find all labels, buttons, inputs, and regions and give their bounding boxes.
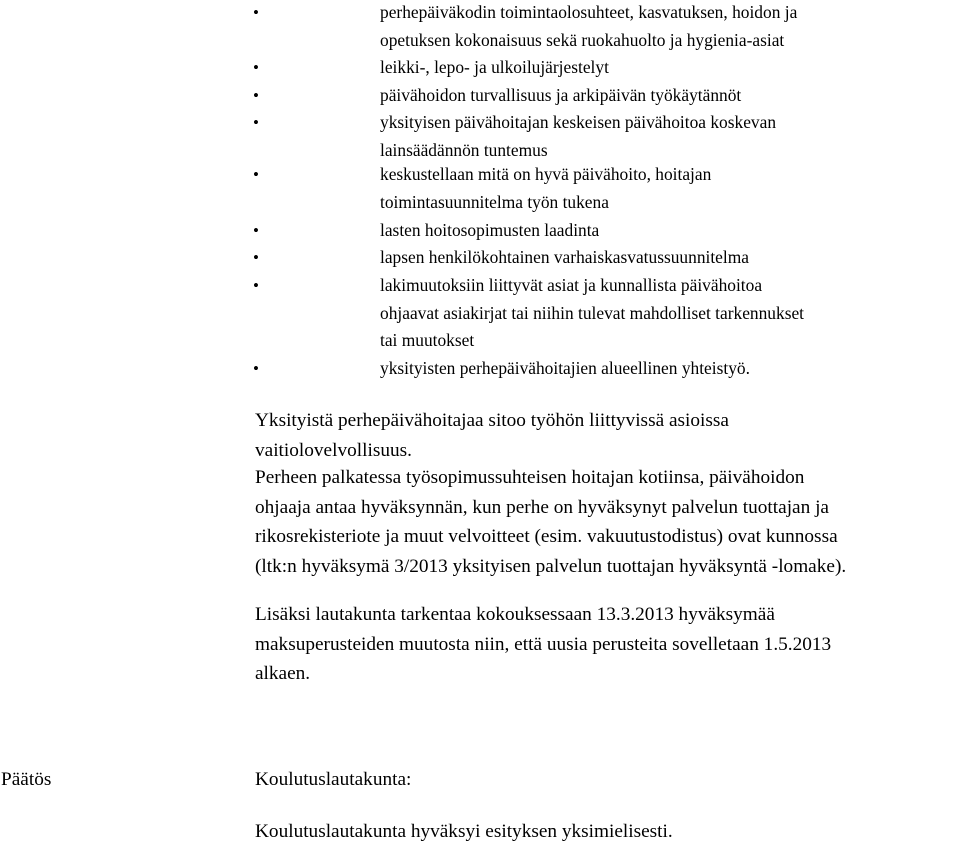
decision-result: Koulutuslautakunta hyväksyi esityksen yksimielisesti. xyxy=(255,821,673,842)
bullet-marker: • xyxy=(253,3,259,22)
decision-board: Koulutuslautakunta: xyxy=(255,769,412,790)
list-item-text: perhepäiväkodin toimintaolosuhteet, kasvatuksen, hoidon ja opetuksen kokonaisuus sekä ruokahuolto ja hygienia-asiat xyxy=(380,2,798,50)
bullet-marker: • xyxy=(253,58,259,77)
list-item-text: yksityisen päivähoitajan keskeisen päivähoitoa koskevan lainsäädännön tuntemus xyxy=(380,112,777,160)
fees-paragraph: Lisäksi lautakunta tarkentaa kokouksessaan 13.3.2013 hyväksymää maksuperusteiden muutosta niin, että uusia perusteita sovelletaan 1.5.2013 alkaen. xyxy=(255,604,832,684)
list-item-text: yksityisten perhepäivähoitajien alueellinen yhteistyö. xyxy=(380,358,750,378)
bullet-marker: • xyxy=(253,221,259,240)
confidentiality-paragraph: Yksityistä perhepäivähoitajaa sitoo työhön liittyvissä asioissa vaitiolovelvollisuus. xyxy=(255,410,729,461)
bullet-marker: • xyxy=(253,359,259,378)
list-item-text: lakimuutoksiin liittyvät asiat ja kunnallista päivähoitoa ohjaavat asiakirjat tai niihin tulevat mahdolliset tarkennukset tai muutokset xyxy=(380,275,805,350)
bullet-marker: • xyxy=(253,86,259,105)
list-item-text: keskustellaan mitä on hyvä päivähoito, hoitajan toimintasuunnitelma työn tukena xyxy=(380,164,712,212)
list-item-text: leikki-, lepo- ja ulkoilujärjestelyt xyxy=(380,57,609,77)
list-item-text: lapsen henkilökohtainen varhaiskasvatussuunnitelma xyxy=(380,247,749,267)
bullet-marker: • xyxy=(253,248,259,267)
bullet-marker: • xyxy=(253,276,259,295)
bullet-marker: • xyxy=(253,165,259,184)
list-item-text: päivähoidon turvallisuus ja arkipäivän työkäytännöt xyxy=(380,85,742,105)
bullet-marker: • xyxy=(253,113,259,132)
decision-label: Päätös xyxy=(1,769,52,790)
list-item-text: lasten hoitosopimusten laadinta xyxy=(380,220,600,240)
employment-paragraph: Perheen palkatessa työsopimussuhteisen hoitajan kotiinsa, päivähoidon ohjaaja antaa hyväksynnän, kun perhe on hyväksynyt palvelun tuottajan ja rikosrekisteriote ja muut velvoitteet (esim. vakuutustodistus) ovat kunnossa (ltk:n hyväksymä 3/2013 yksityisen palvelun tuottajan hyväksyntä -lomake). xyxy=(255,467,847,577)
